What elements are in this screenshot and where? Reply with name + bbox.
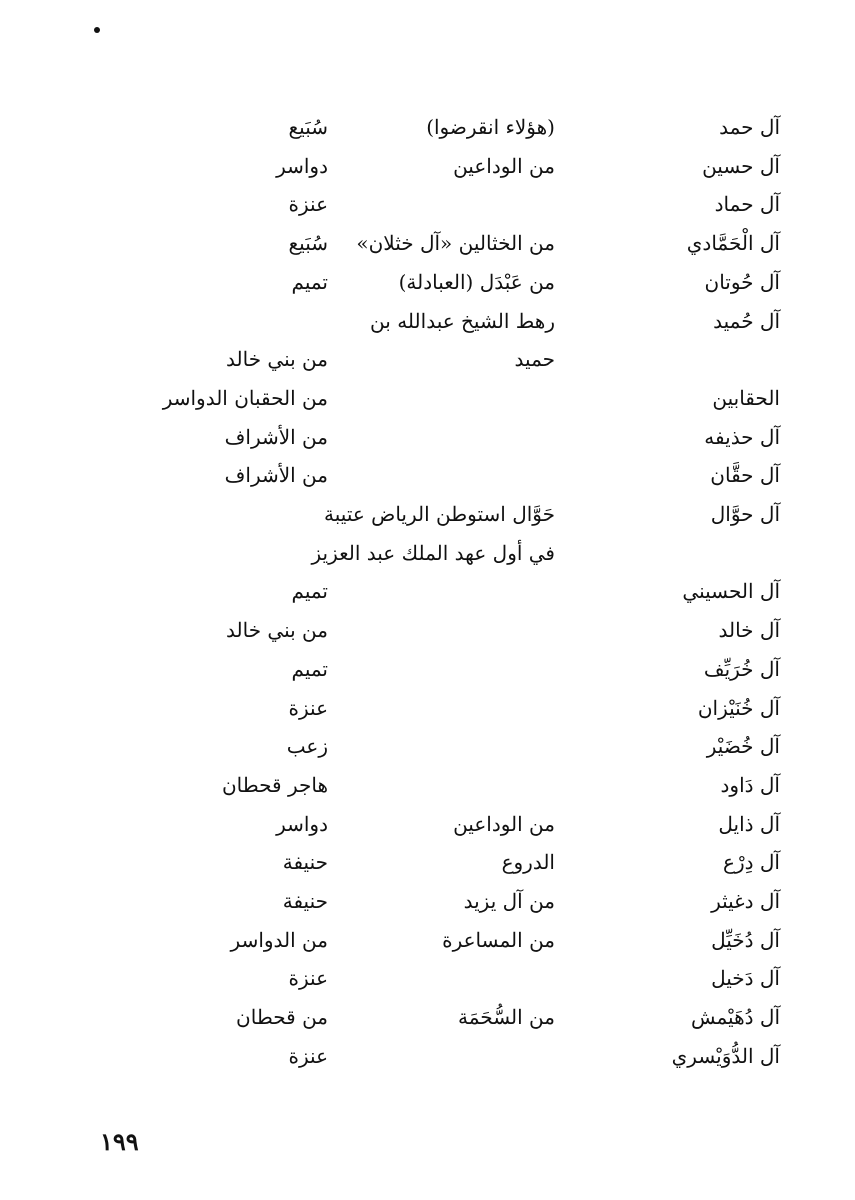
family-tribe: تميم [291,270,328,294]
family-tribe: عنزة [288,1044,328,1068]
family-name: آل حمد [719,115,780,139]
family-name: آل حذيفه [704,425,780,449]
list-item [0,766,855,806]
family-note: من السُّحَمَة [458,1005,555,1029]
list-item [0,882,855,922]
family-name: آل حقَّان [710,463,780,487]
family-name: آل ذايل [718,812,780,836]
list-item [0,185,855,225]
list-item [0,302,855,342]
family-tribe: من الأشراف [224,425,328,449]
list-item [0,959,855,999]
family-tribe: من بني خالد [226,618,328,642]
list-item [0,263,855,303]
list-item [0,108,855,148]
list-item [0,1037,855,1077]
family-note: من آل يزيد [463,889,555,913]
family-tribe: حنيفة [282,850,328,874]
list-item [0,340,855,380]
list-item [0,224,855,264]
family-tribe: من الأشراف [224,463,328,487]
list-item [0,727,855,767]
list-item [0,689,855,729]
list-item [0,998,855,1038]
family-name: آل دُهَيْمش [691,1005,780,1029]
family-note: رهط الشيخ عبدالله بن [370,309,555,333]
list-item [0,534,855,574]
family-note: (هؤلاء انقرضوا) [426,115,555,139]
family-name: آل حُوتان [704,270,780,294]
family-note: من عَبْدَل (العبادلة) [398,270,555,294]
family-note: من الخثالين «آل خثلان» [356,231,555,255]
family-name: آل الْحَمَّادي [686,231,780,255]
list-item [0,456,855,496]
page-dot-mark [94,27,100,33]
family-tribe: حنيفة [282,889,328,913]
family-name: آل خُنَيْزان [697,696,780,720]
list-item [0,611,855,651]
list-item [0,495,855,535]
family-name: آل دُخَيِّل [711,928,780,952]
family-tribe: عنزة [288,192,328,216]
family-name: آل دَخيل [711,966,780,990]
list-item [0,379,855,419]
family-name: آل حماد [714,192,780,216]
family-note: حَوَّال استوطن الرياض عتيبة [324,502,555,526]
family-name: آل الدُّوَيْسري [671,1044,780,1068]
family-tribe: من قحطان [236,1005,328,1029]
family-name: آل خالد [718,618,780,642]
family-name: آل خُرَيِّف [703,657,780,681]
list-item [0,805,855,845]
family-note: من المساعرة [442,928,555,952]
list-item [0,572,855,612]
family-name: الحقابين [712,386,780,410]
family-tribe: زعب [286,734,328,758]
family-name: آل حسين [702,154,780,178]
family-name: آل دِرْع [723,850,780,874]
family-tribe: تميم [291,657,328,681]
family-tribe: دواسر [276,154,328,178]
family-tribe: تميم [291,579,328,603]
family-name: آل دغيثر [711,889,780,913]
family-tribe: سُبَيع [288,231,328,255]
family-note: من الوداعين [453,812,555,836]
family-name: آل الحسيني [682,579,780,603]
family-tribe: عنزة [288,696,328,720]
family-name: آل خُضَيْر [706,734,780,758]
family-tribe: دواسر [276,812,328,836]
family-name: آل حُميد [713,309,780,333]
family-tribe: من بني خالد [226,347,328,371]
family-note: حميد [514,347,555,371]
family-note: في أول عهد الملك عبد العزيز [311,541,555,565]
family-note: من الوداعين [453,154,555,178]
family-tribe: عنزة [288,966,328,990]
list-item [0,921,855,961]
list-item [0,418,855,458]
list-item [0,843,855,883]
family-note: الدروع [501,850,555,874]
page-number: ١٩٩ [100,1127,139,1156]
list-item [0,650,855,690]
family-name: آل حوَّال [710,502,780,526]
family-tribe: سُبَيع [288,115,328,139]
family-tribe: من الدواسر [230,928,328,952]
family-name: آل دَاود [720,773,780,797]
family-tribe: هاجر قحطان [221,773,328,797]
family-tribe: من الحقبان الدواسر [162,386,328,410]
list-item [0,147,855,187]
